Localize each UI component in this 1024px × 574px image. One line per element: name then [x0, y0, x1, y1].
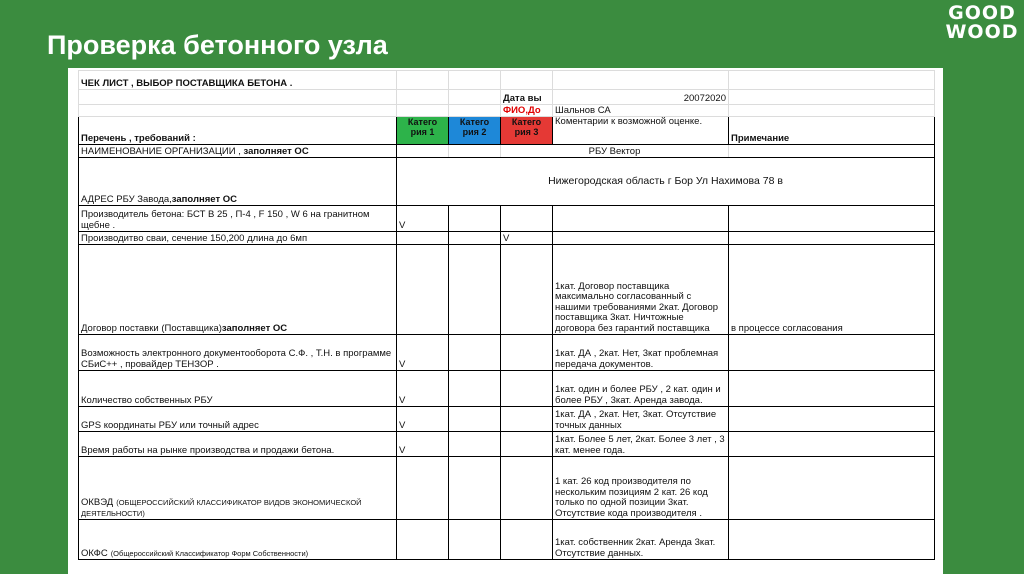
comment-cell: 1кат. Договор поставщика максимально согласованный с нашими требованиями 2кат. Договор поставщика 3кат. Ничтожные договора без гарантий поставщика [553, 245, 729, 335]
checklist-table [78, 70, 935, 560]
table-row [79, 232, 935, 245]
cat1-mark [397, 457, 449, 520]
cat2-mark [449, 432, 501, 457]
cat3-mark [501, 371, 553, 407]
requirement-label: GPS координаты РБУ или точный адрес [79, 407, 397, 432]
note-cell [729, 520, 935, 560]
requirement-label: Договор поставки (Поставщика)заполняет ОС [79, 245, 397, 335]
cat2-mark [449, 371, 501, 407]
cat2-mark [449, 206, 501, 232]
cat2-mark [449, 232, 501, 245]
fio-value: Шальнов СА [553, 105, 729, 117]
cat2-mark [449, 245, 501, 335]
date-label: Дата вы [501, 90, 553, 105]
cat3-mark [501, 520, 553, 560]
cat1-mark: V [397, 206, 449, 232]
cat3-mark [501, 335, 553, 371]
table-row [79, 457, 935, 520]
note-cell: в процессе согласования [729, 245, 935, 335]
sheet-title: ЧЕК ЛИСТ , ВЫБОР ПОСТАВЩИКА БЕТОНА . [79, 71, 397, 90]
cat3-mark [501, 206, 553, 232]
requirement-label: Возможность электронного документооборота С.Ф. , Т.Н. в программе СБиС++ , провайдер ТЕНЗОР . [79, 335, 397, 371]
note-cell [729, 206, 935, 232]
requirement-label: Производитель бетона: БСТ В 25 , П-4 , F 150 , W 6 на гранитном щебне . [79, 206, 397, 232]
goodwood-logo [945, 4, 1019, 42]
comment-cell: 1кат. ДА , 2кат. Нет, 3кат проблемная передача документов. [553, 335, 729, 371]
cat2-mark [449, 520, 501, 560]
cat1-mark: V [397, 335, 449, 371]
cat3-mark [501, 432, 553, 457]
table-row [79, 335, 935, 371]
cat2-mark [449, 335, 501, 371]
category-3-header: Катего рия 3 [501, 117, 553, 145]
cat2-mark [449, 407, 501, 432]
requirement-label: Производитво сваи, сечение 150,200 длина до 6мп [79, 232, 397, 245]
note-cell [729, 335, 935, 371]
comment-cell [553, 232, 729, 245]
note-cell [729, 432, 935, 457]
address-label: АДРЕС РБУ Завода,заполняет ОС [79, 158, 397, 206]
fio-row [79, 105, 935, 117]
table-row [79, 432, 935, 457]
cat1-mark: V [397, 407, 449, 432]
cat3-mark: V [501, 232, 553, 245]
table-row [79, 407, 935, 432]
organization-label: НАИМЕНОВАНИЕ ОРГАНИЗАЦИИ , заполняет ОС [79, 145, 397, 158]
requirements-header: Перечень , требований : [79, 117, 397, 145]
requirement-label: Время работы на рынке производства и продажи бетона. [79, 432, 397, 457]
organization-row [79, 145, 935, 158]
comment-cell: 1кат. собственник 2кат. Аренда 3кат. Отсутствие данных. [553, 520, 729, 560]
comments-header: Коментарии к возможной оценке. [553, 117, 729, 145]
cat1-mark [397, 232, 449, 245]
date-value: 20072020 [553, 90, 729, 105]
date-row [79, 90, 935, 105]
note-cell [729, 371, 935, 407]
comment-cell: 1кат. один и более РБУ , 2 кат. один и более РБУ , 3кат. Аренда завода. [553, 371, 729, 407]
header-row [79, 117, 935, 145]
slide-title: Проверка бетонного узла [47, 30, 388, 60]
comment-cell [553, 206, 729, 232]
logo-line-1: GOOD [948, 2, 1016, 24]
note-cell [729, 232, 935, 245]
category-1-header: Катего рия 1 [397, 117, 449, 145]
comment-cell: 1кат. Более 5 лет, 2кат. Более 3 лет , 3 кат. менее года. [553, 432, 729, 457]
requirement-label: ОКВЭД (ОБЩЕРОССИЙСКИЙ КЛАССИФИКАТОР ВИДОВ ЭКОНОМИЧЕСКОЙ ДЕЯТЕЛЬНОСТИ) [79, 457, 397, 520]
cat2-mark [449, 457, 501, 520]
checklist-sheet [68, 68, 943, 574]
logo-line-2: WOOD [945, 21, 1019, 43]
fio-label: ФИО,До [501, 105, 553, 117]
cat1-mark: V [397, 371, 449, 407]
cat3-mark [501, 245, 553, 335]
note-cell [729, 457, 935, 520]
cat3-mark [501, 407, 553, 432]
table-row [79, 206, 935, 232]
cat1-mark [397, 245, 449, 335]
notes-header: Примечание [729, 117, 935, 145]
cat1-mark: V [397, 432, 449, 457]
cat1-mark [397, 520, 449, 560]
requirement-label: Количество собственных РБУ [79, 371, 397, 407]
address-value: Нижегородская область г Бор Ул Нахимова 78 в [397, 158, 935, 206]
comment-cell: 1кат. ДА , 2кат. Нет, 3кат. Отсутствие точных данных [553, 407, 729, 432]
note-cell [729, 407, 935, 432]
comment-cell: 1 кат. 26 код производителя по нескольким позициям 2 кат. 26 код только по одной позиции 3кат. Отсутствие кода производителя . [553, 457, 729, 520]
address-row [79, 158, 935, 206]
organization-value: РБУ Вектор [501, 145, 729, 158]
table-row [79, 371, 935, 407]
table-row [79, 520, 935, 560]
requirement-label: ОКФС (Общероссийский Классификатор Форм Собственности) [79, 520, 397, 560]
requirement-rows [79, 206, 935, 560]
sheet-title-row [79, 71, 935, 90]
category-2-header: Катего рия 2 [449, 117, 501, 145]
table-row [79, 245, 935, 335]
cat3-mark [501, 457, 553, 520]
